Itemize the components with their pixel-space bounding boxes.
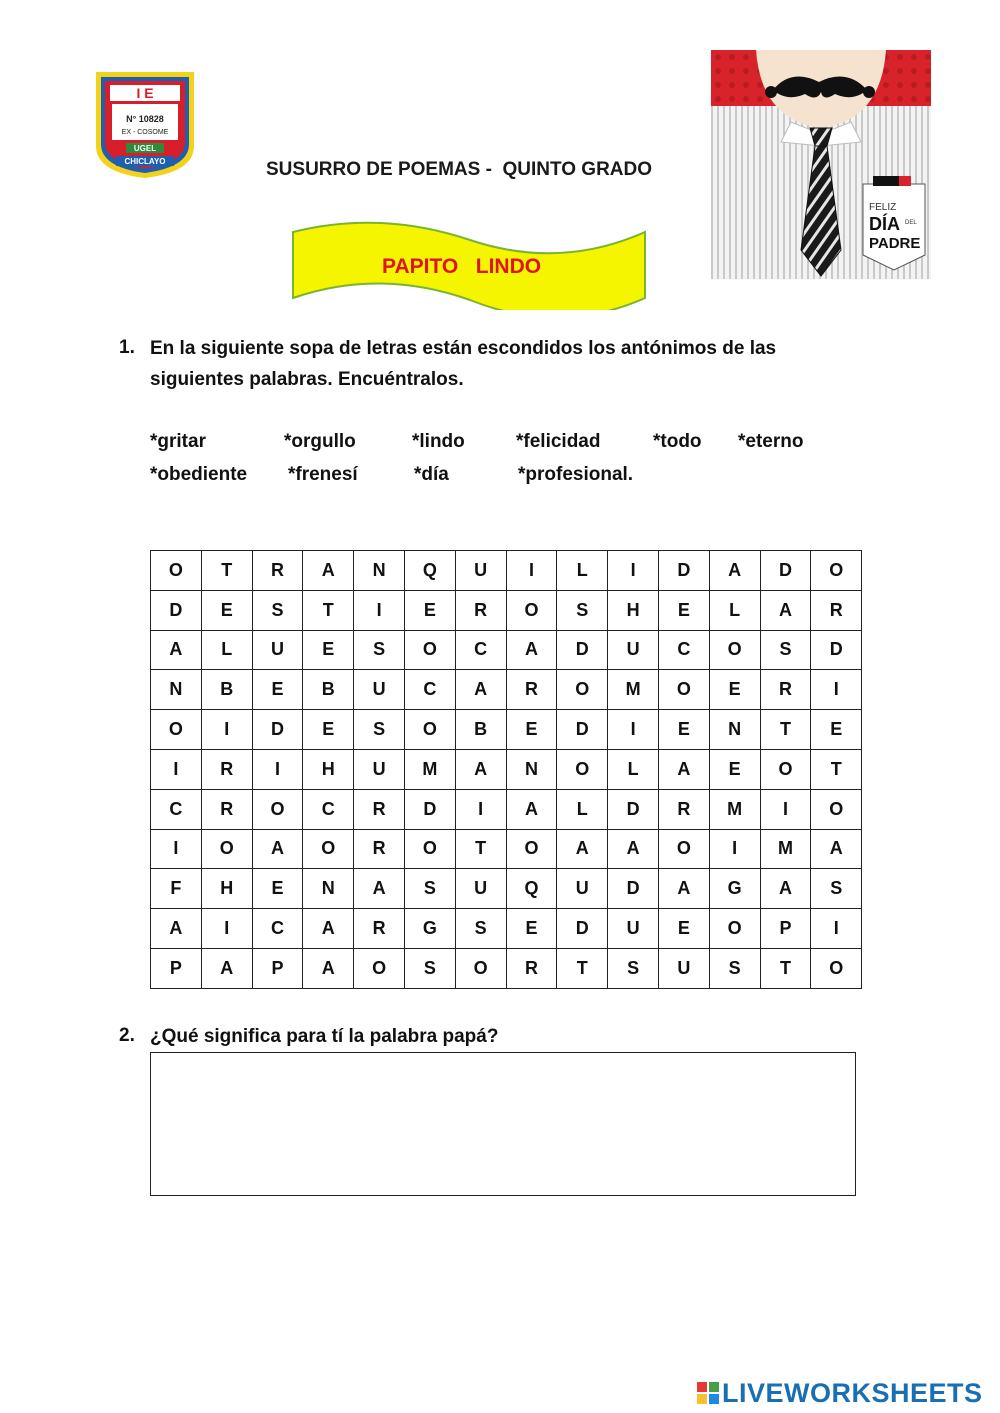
grid-cell[interactable]: T — [760, 948, 811, 988]
grid-row — [151, 909, 862, 949]
grid-cell[interactable]: A — [303, 551, 354, 591]
grid-cell[interactable]: O — [151, 551, 202, 591]
grid-cell[interactable]: C — [404, 670, 455, 710]
word-item: *día — [414, 464, 449, 485]
grid-cell[interactable]: N — [354, 551, 405, 591]
grid-cell[interactable]: A — [455, 749, 506, 789]
grid-cell[interactable]: C — [151, 789, 202, 829]
grid-cell[interactable]: A — [760, 590, 811, 630]
image-text-dia: DÍA — [869, 214, 900, 234]
grid-cell[interactable]: R — [760, 670, 811, 710]
grid-cell[interactable]: A — [506, 789, 557, 829]
grid-cell[interactable]: G — [404, 909, 455, 949]
grid-cell[interactable]: O — [354, 948, 405, 988]
grid-cell[interactable]: I — [608, 710, 659, 750]
word-item: *eterno — [738, 431, 804, 452]
grid-cell[interactable]: A — [658, 749, 709, 789]
grid-cell[interactable]: S — [354, 630, 405, 670]
grid-cell[interactable]: O — [811, 789, 862, 829]
question-2-text: ¿Qué significa para tí la palabra papá? — [150, 1026, 499, 1047]
brand-text: LIVEWORKSHEETS — [722, 1377, 983, 1408]
grid-cell[interactable]: E — [252, 869, 303, 909]
liveworksheets-brand — [697, 1378, 983, 1408]
word-search-grid — [150, 550, 862, 989]
grid-cell[interactable]: D — [557, 630, 608, 670]
grid-cell[interactable]: T — [811, 749, 862, 789]
word-item: *frenesí — [288, 464, 358, 485]
grid-row — [151, 789, 862, 829]
image-text-del: DEL — [905, 220, 917, 226]
grid-cell[interactable]: I — [455, 789, 506, 829]
grid-cell[interactable]: L — [709, 590, 760, 630]
grid-cell[interactable]: O — [303, 829, 354, 869]
grid-cell[interactable]: M — [709, 789, 760, 829]
grid-cell[interactable]: O — [151, 710, 202, 750]
grid-cell[interactable]: R — [201, 789, 252, 829]
grid-cell[interactable]: E — [506, 909, 557, 949]
grid-cell[interactable]: O — [557, 749, 608, 789]
grid-cell[interactable]: O — [201, 829, 252, 869]
grid-cell[interactable]: E — [658, 710, 709, 750]
grid-cell[interactable]: T — [303, 590, 354, 630]
grid-cell[interactable]: I — [811, 670, 862, 710]
grid-cell[interactable]: I — [354, 590, 405, 630]
grid-cell[interactable]: I — [709, 829, 760, 869]
grid-cell[interactable]: R — [455, 590, 506, 630]
grid-cell[interactable]: S — [557, 590, 608, 630]
banner-title: PAPITO LINDO — [382, 255, 542, 278]
grid-cell[interactable]: D — [760, 551, 811, 591]
grid-cell[interactable]: B — [303, 670, 354, 710]
grid-cell[interactable]: A — [201, 948, 252, 988]
grid-cell[interactable]: N — [506, 749, 557, 789]
grid-cell[interactable]: I — [252, 749, 303, 789]
grid-cell[interactable]: S — [354, 710, 405, 750]
grid-cell[interactable]: E — [709, 670, 760, 710]
grid-cell[interactable]: S — [455, 909, 506, 949]
grid-cell[interactable]: E — [709, 749, 760, 789]
grid-cell[interactable]: D — [658, 551, 709, 591]
grid-cell[interactable]: R — [354, 789, 405, 829]
grid-cell[interactable]: G — [709, 869, 760, 909]
grid-cell[interactable]: M — [608, 670, 659, 710]
grid-cell[interactable]: U — [658, 948, 709, 988]
word-item: *obediente — [150, 464, 248, 485]
grid-cell[interactable]: O — [709, 630, 760, 670]
grid-cell[interactable]: O — [506, 829, 557, 869]
grid-cell[interactable]: E — [303, 710, 354, 750]
grid-row — [151, 749, 862, 789]
grid-cell[interactable]: S — [709, 948, 760, 988]
grid-cell[interactable]: O — [658, 670, 709, 710]
grid-cell[interactable]: H — [303, 749, 354, 789]
grid-cell[interactable]: R — [506, 670, 557, 710]
grid-cell[interactable]: O — [709, 909, 760, 949]
logo-ugel: UGEL — [133, 144, 157, 153]
document-title: SUSURRO DE POEMAS - QUINTO GRADO — [266, 159, 653, 180]
grid-cell[interactable]: C — [252, 909, 303, 949]
grid-cell[interactable]: A — [557, 829, 608, 869]
image-text-padre: PADRE — [869, 235, 921, 252]
grid-cell[interactable]: S — [608, 948, 659, 988]
grid-cell[interactable]: A — [151, 909, 202, 949]
logo-letters: I E — [136, 85, 154, 101]
grid-cell[interactable]: S — [404, 869, 455, 909]
image-text-feliz: FELIZ — [869, 202, 897, 213]
word-item: *gritar — [150, 431, 206, 452]
grid-cell[interactable]: A — [455, 670, 506, 710]
grid-cell[interactable]: C — [455, 630, 506, 670]
grid-cell[interactable]: O — [404, 829, 455, 869]
grid-cell[interactable]: H — [201, 869, 252, 909]
grid-row — [151, 590, 862, 630]
grid-cell[interactable]: O — [404, 630, 455, 670]
grid-cell[interactable]: D — [811, 630, 862, 670]
grid-row — [151, 869, 862, 909]
word-item: *orgullo — [284, 431, 356, 452]
grid-cell[interactable]: A — [658, 869, 709, 909]
grid-cell[interactable]: I — [760, 789, 811, 829]
grid-cell[interactable]: I — [506, 551, 557, 591]
grid-cell[interactable]: D — [557, 710, 608, 750]
grid-cell[interactable]: L — [557, 551, 608, 591]
grid-cell[interactable]: I — [608, 551, 659, 591]
grid-cell[interactable]: L — [201, 630, 252, 670]
grid-cell[interactable]: R — [252, 551, 303, 591]
grid-cell[interactable]: O — [404, 710, 455, 750]
grid-cell[interactable]: S — [760, 630, 811, 670]
grid-cell[interactable]: C — [658, 630, 709, 670]
grid-cell[interactable]: O — [811, 948, 862, 988]
grid-cell[interactable]: A — [709, 551, 760, 591]
grid-cell[interactable]: E — [404, 590, 455, 630]
grid-cell[interactable]: O — [557, 670, 608, 710]
grid-cell[interactable]: U — [557, 869, 608, 909]
grid-row — [151, 551, 862, 591]
grid-cell[interactable]: R — [354, 909, 405, 949]
grid-cell[interactable]: F — [151, 869, 202, 909]
grid-cell[interactable]: O — [760, 749, 811, 789]
logo-number: N° 10828 — [126, 114, 164, 124]
answer-box[interactable] — [150, 1052, 856, 1196]
grid-cell[interactable]: E — [201, 590, 252, 630]
grid-cell[interactable]: U — [354, 670, 405, 710]
grid-cell[interactable]: R — [354, 829, 405, 869]
grid-row — [151, 670, 862, 710]
grid-cell[interactable]: A — [354, 869, 405, 909]
grid-cell[interactable]: E — [658, 909, 709, 949]
logo-subtitle: EX - COSOME — [121, 129, 169, 136]
grid-cell[interactable]: O — [658, 829, 709, 869]
grid-cell[interactable]: P — [252, 948, 303, 988]
grid-cell[interactable]: L — [557, 789, 608, 829]
grid-cell[interactable]: P — [151, 948, 202, 988]
grid-cell[interactable]: A — [506, 630, 557, 670]
grid-row — [151, 829, 862, 869]
grid-row — [151, 948, 862, 988]
grid-cell[interactable]: U — [455, 551, 506, 591]
liveworksheets-logo-icon — [697, 1382, 719, 1404]
grid-cell[interactable]: D — [151, 590, 202, 630]
grid-cell[interactable]: O — [811, 551, 862, 591]
grid-cell[interactable]: M — [404, 749, 455, 789]
grid-cell[interactable]: A — [303, 909, 354, 949]
grid-cell[interactable]: D — [557, 909, 608, 949]
grid-cell[interactable]: T — [557, 948, 608, 988]
grid-cell[interactable]: B — [455, 710, 506, 750]
grid-cell[interactable]: R — [506, 948, 557, 988]
word-item: *profesional. — [518, 464, 634, 485]
grid-cell[interactable]: D — [608, 789, 659, 829]
grid-cell[interactable]: P — [760, 909, 811, 949]
grid-cell[interactable]: R — [811, 590, 862, 630]
grid-cell[interactable]: B — [201, 670, 252, 710]
grid-cell[interactable]: L — [608, 749, 659, 789]
grid-cell[interactable]: U — [252, 630, 303, 670]
logo-city: CHICLAYO — [124, 157, 166, 166]
grid-cell[interactable]: N — [709, 710, 760, 750]
question-2-number: 2. — [119, 1025, 135, 1046]
grid-cell[interactable]: A — [811, 829, 862, 869]
grid-cell[interactable]: I — [151, 749, 202, 789]
grid-cell[interactable]: S — [252, 590, 303, 630]
grid-cell[interactable]: O — [506, 590, 557, 630]
word-item: *todo — [653, 431, 702, 452]
grid-cell[interactable]: R — [658, 789, 709, 829]
grid-cell[interactable]: N — [151, 670, 202, 710]
grid-cell[interactable]: S — [404, 948, 455, 988]
grid-cell[interactable]: A — [303, 948, 354, 988]
grid-cell[interactable]: C — [303, 789, 354, 829]
school-logo — [92, 68, 198, 180]
grid-cell[interactable]: N — [303, 869, 354, 909]
grid-cell[interactable]: O — [455, 948, 506, 988]
grid-cell[interactable]: I — [201, 909, 252, 949]
grid-cell[interactable]: I — [201, 710, 252, 750]
grid-cell[interactable]: Q — [404, 551, 455, 591]
grid-cell[interactable]: E — [506, 710, 557, 750]
grid-row — [151, 710, 862, 750]
grid-cell[interactable]: I — [151, 829, 202, 869]
word-item: *lindo — [412, 431, 465, 452]
grid-cell[interactable]: U — [608, 909, 659, 949]
grid-cell[interactable]: D — [404, 789, 455, 829]
grid-cell[interactable]: E — [303, 630, 354, 670]
grid-row — [151, 630, 862, 670]
grid-cell[interactable]: E — [252, 670, 303, 710]
grid-cell[interactable]: S — [811, 869, 862, 909]
grid-cell[interactable]: D — [608, 869, 659, 909]
grid-cell[interactable]: Q — [506, 869, 557, 909]
grid-cell[interactable]: M — [760, 829, 811, 869]
grid-cell[interactable]: A — [608, 829, 659, 869]
grid-cell[interactable]: A — [151, 630, 202, 670]
grid-cell[interactable]: E — [658, 590, 709, 630]
fathers-day-image — [711, 50, 931, 279]
grid-cell[interactable]: U — [354, 749, 405, 789]
question-1-text: En la siguiente sopa de letras están escondidos los antónimos de las siguientes palabras. Encuéntralos. — [150, 338, 777, 390]
grid-cell[interactable]: I — [811, 909, 862, 949]
grid-cell[interactable]: T — [201, 551, 252, 591]
grid-cell[interactable]: T — [455, 829, 506, 869]
word-item: *felicidad — [516, 431, 601, 452]
grid-cell[interactable]: A — [252, 829, 303, 869]
grid-cell[interactable]: U — [455, 869, 506, 909]
grid-cell[interactable]: R — [201, 749, 252, 789]
grid-cell[interactable]: U — [608, 630, 659, 670]
grid-cell[interactable]: H — [608, 590, 659, 630]
grid-cell[interactable]: A — [760, 869, 811, 909]
grid-cell[interactable]: O — [252, 789, 303, 829]
grid-cell[interactable]: E — [811, 710, 862, 750]
grid-cell[interactable]: T — [760, 710, 811, 750]
question-1-number: 1. — [119, 337, 135, 358]
grid-cell[interactable]: D — [252, 710, 303, 750]
